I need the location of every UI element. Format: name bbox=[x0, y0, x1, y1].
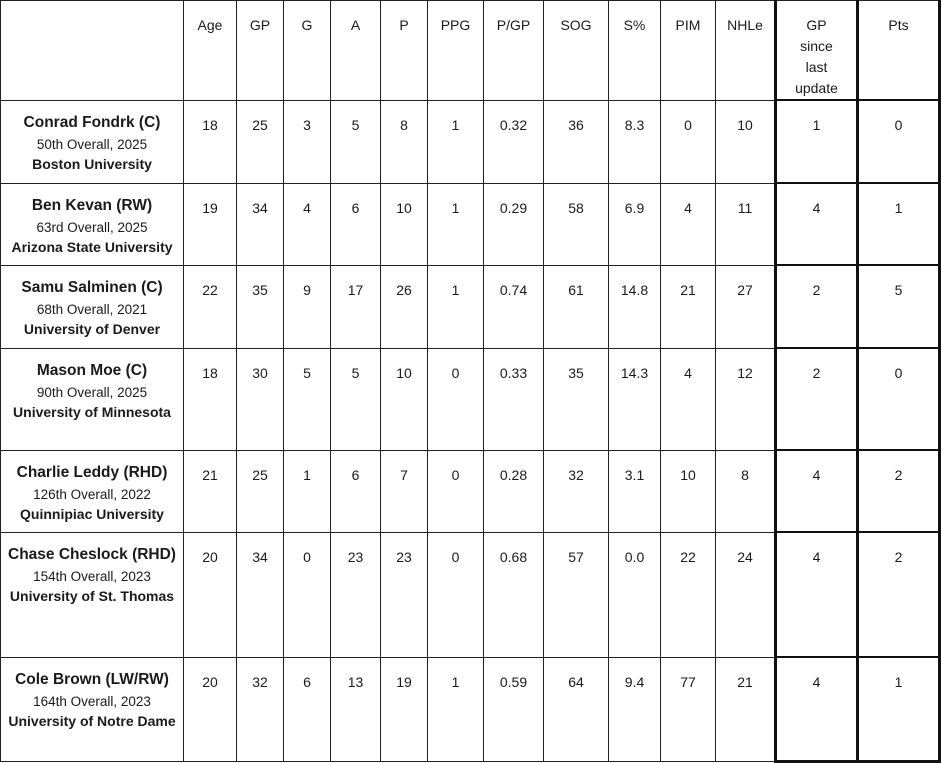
stat-gp: 34 bbox=[237, 183, 284, 265]
stat-a: 17 bbox=[331, 265, 381, 348]
draft-pick: 164th Overall, 2023 bbox=[33, 693, 151, 709]
stat-pts: 0 bbox=[858, 348, 940, 450]
stat-pgp: 0.74 bbox=[484, 265, 544, 348]
stat-gp-since-update: 1 bbox=[776, 100, 858, 183]
stat-gp: 34 bbox=[237, 532, 284, 657]
stat-spct: 0.0 bbox=[609, 532, 661, 657]
stat-pgp: 0.29 bbox=[484, 183, 544, 265]
stat-age: 18 bbox=[184, 100, 237, 183]
school-name: University of Minnesota bbox=[13, 403, 171, 420]
stat-pim: 4 bbox=[661, 183, 716, 265]
player-cell bbox=[1, 265, 184, 348]
stat-a: 6 bbox=[331, 450, 381, 532]
draft-pick: 68th Overall, 2021 bbox=[36, 301, 148, 317]
header-pim: PIM bbox=[661, 1, 716, 101]
table-row bbox=[1, 532, 940, 657]
school-name: University of Notre Dame bbox=[8, 712, 176, 729]
table-row bbox=[1, 100, 940, 183]
stat-nhle: 10 bbox=[716, 100, 776, 183]
stat-spct: 6.9 bbox=[609, 183, 661, 265]
stat-pgp: 0.59 bbox=[484, 657, 544, 761]
stat-a: 5 bbox=[331, 100, 381, 183]
stat-p: 8 bbox=[381, 100, 428, 183]
stat-g: 9 bbox=[284, 265, 331, 348]
header-row bbox=[1, 1, 940, 101]
player-cell bbox=[1, 657, 184, 761]
stat-gp-since-update: 4 bbox=[776, 450, 858, 532]
stat-sog: 36 bbox=[544, 100, 609, 183]
stat-gp: 35 bbox=[237, 265, 284, 348]
stat-g: 1 bbox=[284, 450, 331, 532]
draft-pick: 154th Overall, 2023 bbox=[33, 568, 151, 584]
stat-spct: 8.3 bbox=[609, 100, 661, 183]
stat-ppg: 0 bbox=[428, 348, 484, 450]
stat-pts: 0 bbox=[858, 100, 940, 183]
stat-nhle: 8 bbox=[716, 450, 776, 532]
player-cell bbox=[1, 532, 184, 657]
header-g: G bbox=[284, 1, 331, 101]
header-nhle: NHLe bbox=[716, 1, 776, 101]
stat-p: 23 bbox=[381, 532, 428, 657]
draft-pick: 50th Overall, 2025 bbox=[36, 136, 148, 152]
stat-nhle: 12 bbox=[716, 348, 776, 450]
stat-sog: 57 bbox=[544, 532, 609, 657]
stat-pim: 4 bbox=[661, 348, 716, 450]
player-name: Cole Brown (LW/RW) bbox=[15, 670, 169, 688]
player-name: Conrad Fondrk (C) bbox=[23, 113, 161, 131]
table-row bbox=[1, 657, 940, 761]
stat-age: 18 bbox=[184, 348, 237, 450]
player-name: Chase Cheslock (RHD) bbox=[8, 545, 176, 563]
stat-a: 5 bbox=[331, 348, 381, 450]
stat-age: 20 bbox=[184, 532, 237, 657]
stat-pts: 1 bbox=[858, 183, 940, 265]
stat-spct: 9.4 bbox=[609, 657, 661, 761]
header-gp-since-update-label: GP since last update bbox=[795, 17, 838, 96]
stat-g: 0 bbox=[284, 532, 331, 657]
stat-pgp: 0.68 bbox=[484, 532, 544, 657]
stat-spct: 3.1 bbox=[609, 450, 661, 532]
school-name: Quinnipiac University bbox=[20, 505, 164, 522]
header-gp: GP bbox=[237, 1, 284, 101]
table-row bbox=[1, 348, 940, 450]
stat-spct: 14.3 bbox=[609, 348, 661, 450]
header-sog: SOG bbox=[544, 1, 609, 101]
stat-sog: 35 bbox=[544, 348, 609, 450]
stat-gp: 30 bbox=[237, 348, 284, 450]
school-name: University of St. Thomas bbox=[9, 587, 175, 604]
stat-pts: 5 bbox=[858, 265, 940, 348]
stat-nhle: 24 bbox=[716, 532, 776, 657]
stat-p: 10 bbox=[381, 348, 428, 450]
stat-pts: 2 bbox=[858, 450, 940, 532]
header-pgp: P/GP bbox=[484, 1, 544, 101]
stat-gp: 32 bbox=[237, 657, 284, 761]
stat-gp-since-update: 4 bbox=[776, 532, 858, 657]
header-a: A bbox=[331, 1, 381, 101]
stat-pim: 10 bbox=[661, 450, 716, 532]
stat-age: 22 bbox=[184, 265, 237, 348]
stat-ppg: 1 bbox=[428, 265, 484, 348]
player-cell bbox=[1, 100, 184, 183]
stat-gp-since-update: 4 bbox=[776, 183, 858, 265]
stat-p: 26 bbox=[381, 265, 428, 348]
stat-ppg: 0 bbox=[428, 450, 484, 532]
stat-age: 20 bbox=[184, 657, 237, 761]
stat-nhle: 21 bbox=[716, 657, 776, 761]
header-player bbox=[1, 1, 184, 101]
player-name: Samu Salminen (C) bbox=[21, 278, 163, 296]
header-age: Age bbox=[184, 1, 237, 101]
stat-sog: 64 bbox=[544, 657, 609, 761]
table-row bbox=[1, 265, 940, 348]
stat-g: 6 bbox=[284, 657, 331, 761]
stat-pts: 1 bbox=[858, 657, 940, 761]
stat-spct: 14.8 bbox=[609, 265, 661, 348]
stat-g: 3 bbox=[284, 100, 331, 183]
stat-g: 4 bbox=[284, 183, 331, 265]
stat-g: 5 bbox=[284, 348, 331, 450]
header-spct: S% bbox=[609, 1, 661, 101]
stat-pim: 77 bbox=[661, 657, 716, 761]
stat-p: 10 bbox=[381, 183, 428, 265]
stat-ppg: 0 bbox=[428, 532, 484, 657]
school-name: Arizona State University bbox=[11, 238, 173, 255]
stat-age: 19 bbox=[184, 183, 237, 265]
stat-gp: 25 bbox=[237, 450, 284, 532]
player-cell bbox=[1, 450, 184, 532]
stat-pts: 2 bbox=[858, 532, 940, 657]
stat-sog: 32 bbox=[544, 450, 609, 532]
stat-age: 21 bbox=[184, 450, 237, 532]
stat-p: 7 bbox=[381, 450, 428, 532]
stat-pgp: 0.32 bbox=[484, 100, 544, 183]
stat-ppg: 1 bbox=[428, 183, 484, 265]
stat-pgp: 0.33 bbox=[484, 348, 544, 450]
draft-pick: 63rd Overall, 2025 bbox=[36, 219, 148, 235]
table-row bbox=[1, 450, 940, 532]
player-cell bbox=[1, 348, 184, 450]
stat-gp-since-update: 2 bbox=[776, 348, 858, 450]
table-row bbox=[1, 183, 940, 265]
header-pts: Pts bbox=[858, 1, 940, 101]
draft-pick: 90th Overall, 2025 bbox=[36, 384, 148, 400]
stat-ppg: 1 bbox=[428, 100, 484, 183]
stat-pim: 21 bbox=[661, 265, 716, 348]
stat-gp-since-update: 2 bbox=[776, 265, 858, 348]
stat-sog: 61 bbox=[544, 265, 609, 348]
stat-gp: 25 bbox=[237, 100, 284, 183]
stat-sog: 58 bbox=[544, 183, 609, 265]
player-name: Mason Moe (C) bbox=[36, 361, 148, 379]
stat-nhle: 11 bbox=[716, 183, 776, 265]
header-ppg: PPG bbox=[428, 1, 484, 101]
school-name: Boston University bbox=[32, 155, 152, 172]
stat-gp-since-update: 4 bbox=[776, 657, 858, 761]
school-name: University of Denver bbox=[23, 320, 161, 337]
stat-a: 6 bbox=[331, 183, 381, 265]
stat-pim: 22 bbox=[661, 532, 716, 657]
stat-ppg: 1 bbox=[428, 657, 484, 761]
draft-pick: 126th Overall, 2022 bbox=[33, 486, 151, 502]
player-name: Charlie Leddy (RHD) bbox=[16, 463, 168, 481]
header-gp-since-update bbox=[776, 1, 858, 101]
stat-a: 13 bbox=[331, 657, 381, 761]
player-name: Ben Kevan (RW) bbox=[31, 196, 153, 214]
stat-a: 23 bbox=[331, 532, 381, 657]
stat-pim: 0 bbox=[661, 100, 716, 183]
stat-nhle: 27 bbox=[716, 265, 776, 348]
stat-pgp: 0.28 bbox=[484, 450, 544, 532]
stat-p: 19 bbox=[381, 657, 428, 761]
header-p: P bbox=[381, 1, 428, 101]
player-cell bbox=[1, 183, 184, 265]
